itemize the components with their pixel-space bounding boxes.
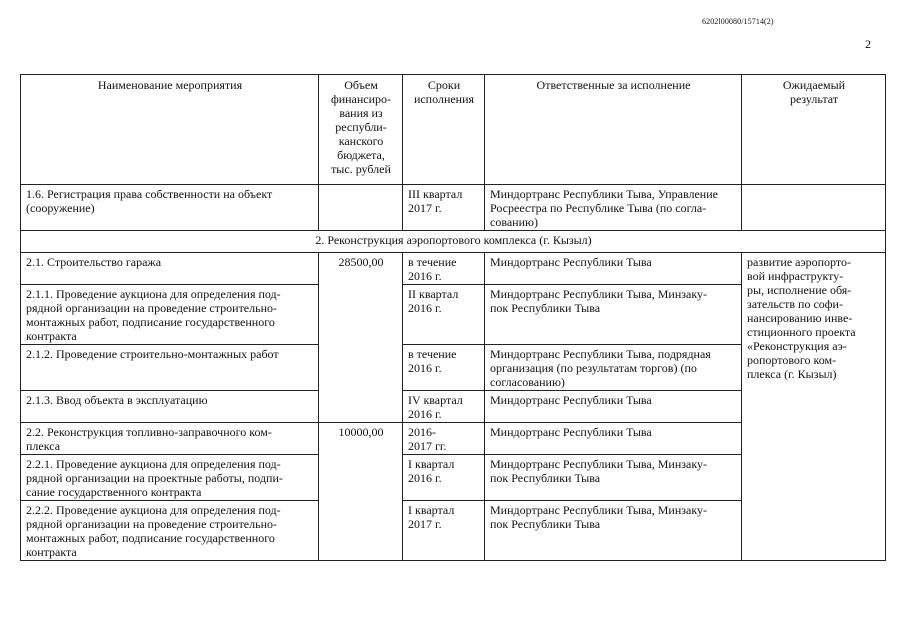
- activity-plan-table: [20, 74, 886, 561]
- cell-terms: I квартал 2016 г.: [403, 455, 485, 501]
- cell-name: 2.2.2. Проведение аукциона для определения под- рядной организации на проведение строительно- монтажных работ, подписание государственного контракта: [21, 501, 319, 561]
- cell-responsible: Миндортранс Республики Тыва, Минзаку- пок Республики Тыва: [485, 285, 742, 345]
- page-number: 2: [865, 37, 871, 51]
- cell-responsible: Миндортранс Республики Тыва: [485, 423, 742, 455]
- header-row: [21, 75, 886, 185]
- cell-terms: в течение 2016 г.: [403, 253, 485, 285]
- cell-name: 2.2. Реконструкция топливно-заправочного ком- плекса: [21, 423, 319, 455]
- cell-funding: 28500,00: [319, 253, 403, 423]
- header-responsible: Ответственные за исполнение: [485, 75, 742, 185]
- cell-terms: IV квартал 2016 г.: [403, 391, 485, 423]
- cell-name: 2.1. Строительство гаража: [21, 253, 319, 285]
- header-result: Ожидаемый результат: [742, 75, 886, 185]
- cell-name: 2.1.3. Ввод объекта в эксплуатацию: [21, 391, 319, 423]
- cell-name: 2.1.1. Проведение аукциона для определения под- рядной организации на проведение строительно- монтажных работ, подписание государственного контракта: [21, 285, 319, 345]
- cell-responsible: Миндортранс Республики Тыва, подрядная организация (по результатам торгов) (по согласованию): [485, 345, 742, 391]
- section-row: [21, 231, 886, 253]
- cell-result: [742, 185, 886, 231]
- cell-responsible: Миндортранс Республики Тыва: [485, 391, 742, 423]
- cell-responsible: Миндортранс Республики Тыва: [485, 253, 742, 285]
- header-name: Наименование мероприятия: [21, 75, 319, 185]
- cell-terms: в течение 2016 г.: [403, 345, 485, 391]
- section-title: 2. Реконструкция аэропортового комплекса (г. Кызыл): [21, 231, 886, 253]
- table-row: [21, 253, 886, 285]
- cell-name: 2.2.1. Проведение аукциона для определения под- рядной организации на проектные работы, подпи- сание государственного контракта: [21, 455, 319, 501]
- cell-terms: 2016- 2017 гг.: [403, 423, 485, 455]
- table-row: [21, 185, 886, 231]
- cell-terms: I квартал 2017 г.: [403, 501, 485, 561]
- header-terms: Сроки исполнения: [403, 75, 485, 185]
- cell-funding: [319, 185, 403, 231]
- cell-terms: II квартал 2016 г.: [403, 285, 485, 345]
- document-id: 6202l00080/15714(2): [702, 17, 774, 26]
- cell-name: 2.1.2. Проведение строительно-монтажных работ: [21, 345, 319, 391]
- cell-name: 1.6. Регистрация права собственности на объект (сооружение): [21, 185, 319, 231]
- header-funding: Объем финансиро- вания из республи- канского бюджета, тыс. рублей: [319, 75, 403, 185]
- cell-responsible: Миндортранс Республики Тыва, Минзаку- пок Республики Тыва: [485, 455, 742, 501]
- cell-result: развитие аэропорто- вой инфраструкту- ры, исполнение обя- зательств по софи- нансированию инве- стиционного проекта «Реконструкция аэ- ропортового ком- плекса (г. Кызыл): [742, 253, 886, 561]
- cell-responsible: Миндортранс Республики Тыва, Минзаку- пок Республики Тыва: [485, 501, 742, 561]
- cell-responsible: Миндортранс Республики Тыва, Управление Росреестра по Республике Тыва (по согла- сованию): [485, 185, 742, 231]
- cell-terms: III квартал 2017 г.: [403, 185, 485, 231]
- cell-funding: 10000,00: [319, 423, 403, 561]
